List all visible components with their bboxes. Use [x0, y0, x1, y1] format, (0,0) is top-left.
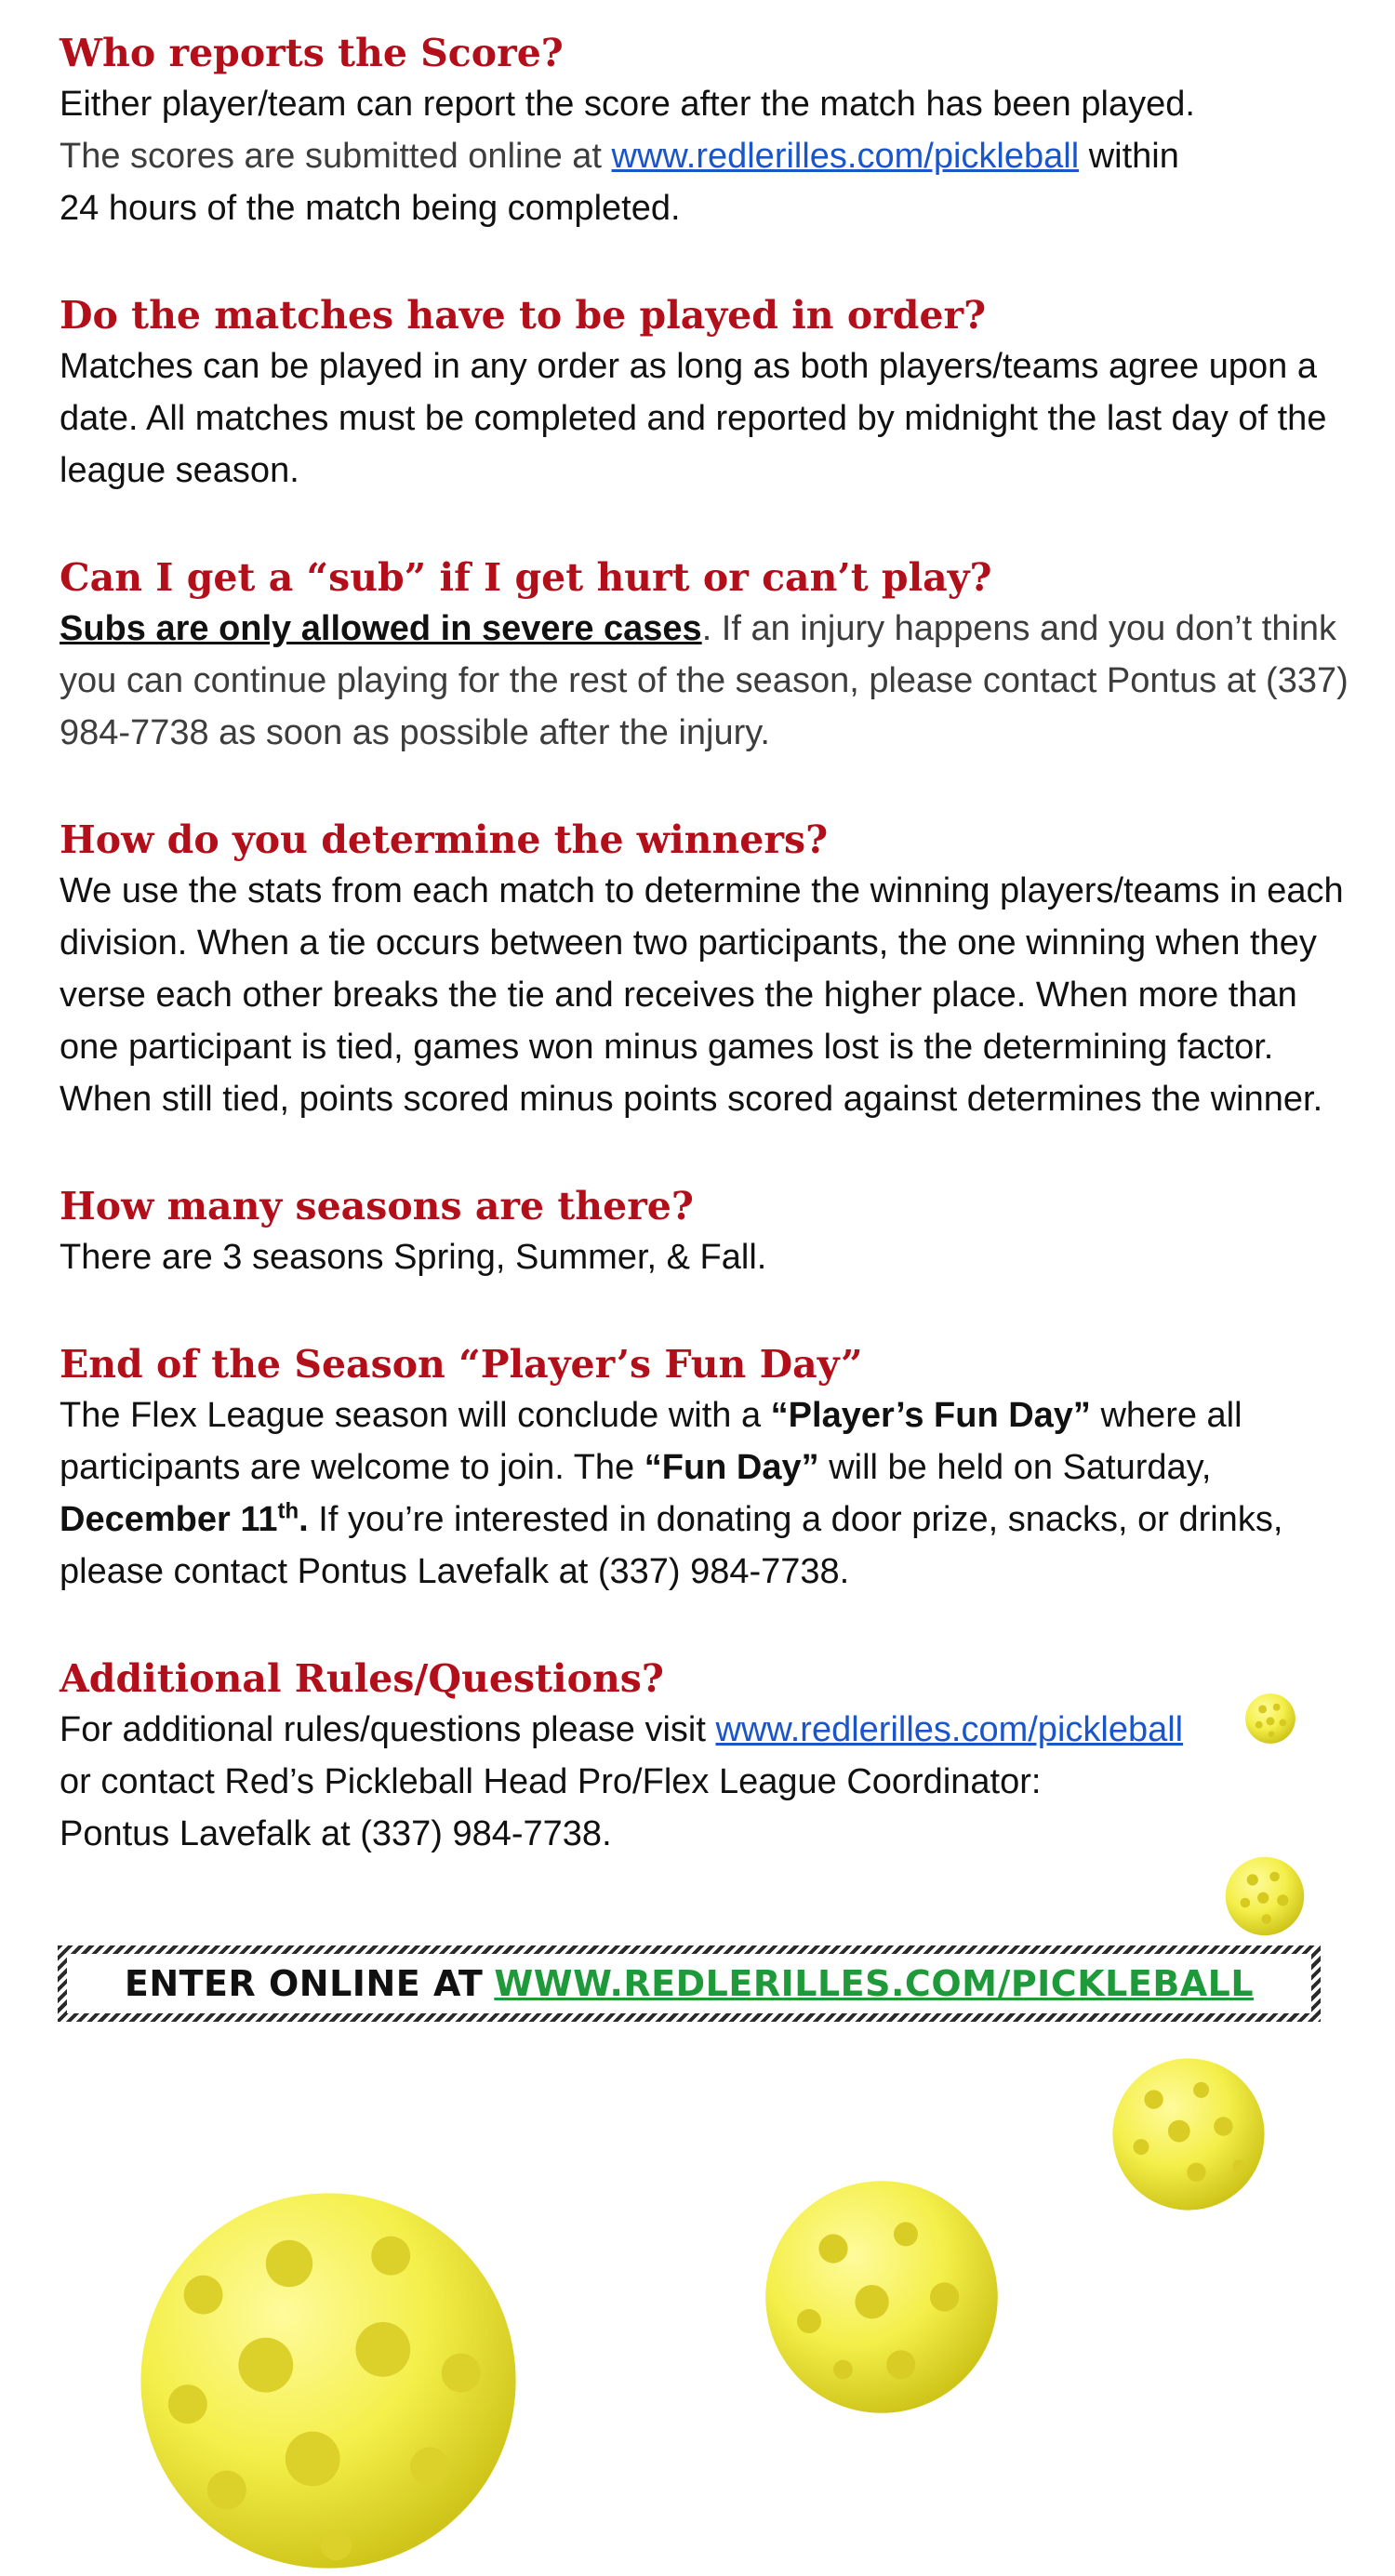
faq-winners-body: We use the stats from each match to determine the winning players/teams in each division. When a tie occurs between two participants, the one winning when they verse each other breaks the tie and receives the higher place. When more than one participant is tied, games won minus games lost is the determining factor. When still tied, points scored minus points scored against determines the winner.: [60, 871, 1344, 1119]
faq-score-line1: Either player/team can report the score after the match has been played.: [60, 85, 1195, 124]
score-link[interactable]: www.redlerilles.com/pickleball: [611, 137, 1080, 176]
pickleball-icon: [1244, 1693, 1296, 1745]
faq-funday-body: [60, 1389, 1352, 1598]
faq-order-heading: Do the matches have to be played in order?: [60, 293, 987, 338]
faq-sub-heading: Can I get a “sub” if I get hurt or can’t play?: [60, 555, 992, 600]
funday-date-suffix: th: [277, 1498, 299, 1524]
funday-date: December 11: [60, 1500, 278, 1539]
funday-text-2: where all participants are welcome to join. The: [60, 1396, 1242, 1487]
funday-text-1: The Flex League season will conclude with a: [60, 1396, 771, 1435]
faq-score-line2: The scores are submitted online at: [60, 137, 612, 176]
banner-label: ENTER ONLINE AT: [124, 1963, 484, 2004]
faq-score-heading: Who reports the Score?: [60, 31, 564, 75]
banner-inner: [67, 1954, 1311, 2013]
pickleball-icon: [128, 2185, 528, 2576]
additional-text: For additional rules/questions please visit: [60, 1710, 716, 1749]
funday-bold-1: “Player’s Fun Day”: [770, 1396, 1091, 1435]
faq-seasons-heading: How many seasons are there?: [60, 1184, 694, 1228]
faq-winners: [60, 815, 1352, 1125]
funday-date-period: .: [299, 1500, 309, 1539]
enter-online-banner: [58, 1945, 1321, 2022]
faq-winners-heading: How do you determine the winners?: [60, 817, 829, 862]
faq-sub-body: [60, 603, 1352, 759]
faq-score-line3: 24 hours of the match being completed.: [60, 189, 681, 228]
faq-score: [60, 28, 1352, 234]
funday-bold-2: “Fun Day”: [644, 1448, 819, 1487]
additional-link[interactable]: www.redlerilles.com/pickleball: [715, 1710, 1184, 1749]
faq-order: [60, 290, 1352, 497]
funday-text-3: will be held on Saturday,: [818, 1448, 1212, 1487]
banner-link[interactable]: WWW.REDLERILLES.COM/PICKLEBALL: [494, 1963, 1255, 2004]
faq-order-body: Matches can be played in any order as long as both players/teams agree upon a date. All matches must be completed and reported by midnight the last day of the league season.: [60, 347, 1327, 490]
faq-additional-heading: Additional Rules/Questions?: [60, 1656, 664, 1701]
additional-line3: Pontus Lavefalk at (337) 984-7738.: [60, 1814, 612, 1853]
faq-score-body: [60, 78, 1352, 234]
faq-score-line2-end: within: [1079, 137, 1179, 176]
additional-line2: or contact Red’s Pickleball Head Pro/Flex League Coordinator:: [60, 1762, 1042, 1801]
pickleball-icon: [761, 2176, 1003, 2418]
faq-funday-heading: End of the Season “Player’s Fun Day”: [60, 1342, 863, 1387]
faq-funday: [60, 1339, 1352, 1598]
faq-sub: [60, 552, 1352, 759]
faq-content: [60, 28, 1352, 1916]
pickleball-icon: [1224, 1855, 1306, 1937]
subs-emphasis: Subs are only allowed in severe cases: [60, 609, 702, 648]
faq-seasons: [60, 1181, 1352, 1283]
pickleball-icon: [1109, 2055, 1268, 2213]
faq-seasons-body: There are 3 seasons Spring, Summer, & Fall.: [60, 1238, 767, 1277]
faq-additional-body: [60, 1704, 1352, 1860]
faq-additional: [60, 1653, 1352, 1860]
faq-sub-text: . If an injury happens and you don’t think you can continue playing for the rest of the season, please contact Pontus at (337) 984-7738 as soon as possible after the injury.: [60, 609, 1348, 752]
funday-text-4: If you’re interested in donating a door prize, snacks, or drinks, please contact Pontus Lavefalk at (337) 984-7738.: [60, 1500, 1283, 1591]
